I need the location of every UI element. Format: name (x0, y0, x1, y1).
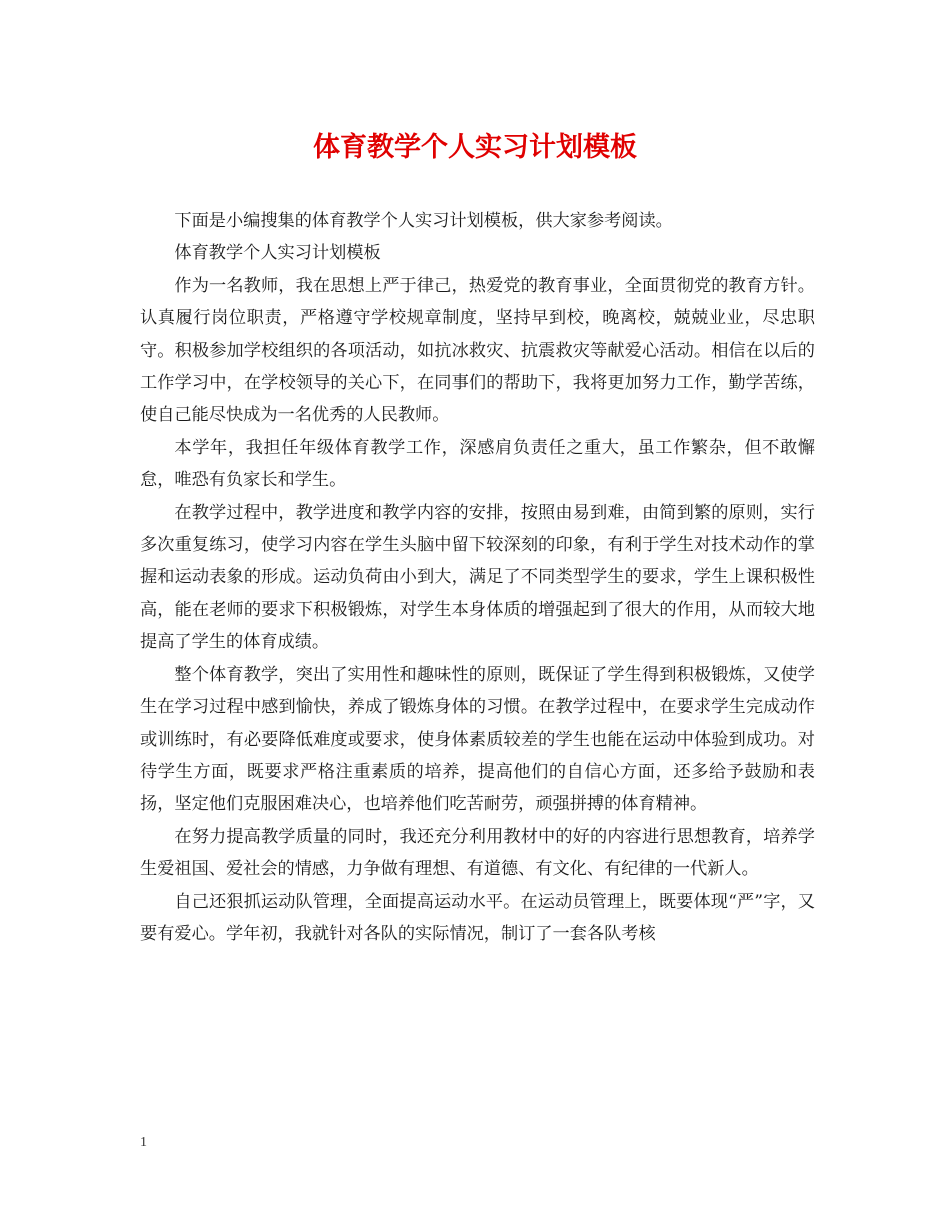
paragraph-moral-education: 在努力提高教学质量的同时，我还充分利用教材中的好的内容进行思想教育，培养学生爱祖国、爱社会的情感，力争做有理想、有道德、有文化、有纪律的一代新人。 (140, 826, 815, 880)
page-number: 1 (140, 1135, 147, 1150)
document-title: 体育教学个人实习计划模板 (313, 132, 637, 163)
paragraph-intro: 下面是小编搜集的体育教学个人实习计划模板，供大家参考阅读。 (174, 211, 673, 231)
paragraph-subtitle: 体育教学个人实习计划模板 (174, 243, 381, 264)
paragraph-teaching-process: 在教学过程中，教学进度和教学内容的安排，按照由易到难，由简到繁的原则，实行多次重复练习，使学习内容在学生头脑中留下较深刻的印象，有利于学生对技术动作的掌握和运动表象的形成。运动负荷由小到大，满足了不同类型学生的要求，学生上课积极性高，能在老师的要求下积极锻炼，对学生本身体质的增强起到了很大的作用，从而较大地提高了学生的体育成绩。 (140, 502, 815, 653)
paragraph-teacher-attitude: 作为一名教师，我在思想上严于律己，热爱党的教育事业，全面贯彻党的教育方针。认真履行岗位职责，严格遵守学校规章制度，坚持早到校，晚离校，兢兢业业，尽忠职守。积极参加学校组织的各项活动，如抗冰救灾、抗震救灾等献爱心活动。相信在以后的工作学习中，在学校领导的关心下，在同事们的帮助下，我将更加努力工作，勤学苦练，使自己能尽快成为一名优秀的人民教师。 (140, 275, 815, 426)
paragraph-pe-teaching: 整个体育教学，突出了实用性和趣味性的原则，既保证了学生得到积极锻炼，又使学生在学习过程中感到愉快，养成了锻炼身体的习惯。在教学过程中，在要求学生完成动作或训练时，有必要降低难度或要求，使身体素质较差的学生也能在运动中体验到成功。对待学生方面，既要求严格注重素质的培养，提高他们的自信心方面，还多给予鼓励和表扬，坚定他们克服困难决心，也培养他们吃苦耐劳，顽强拼搏的体育精神。 (140, 664, 815, 815)
paragraph-school-year: 本学年，我担任年级体育教学工作，深感肩负责任之重大，虽工作繁杂，但不敢懈怠，唯恐有负家长和学生。 (140, 437, 815, 491)
document-body (140, 205, 815, 950)
paragraph-team-management: 自己还狠抓运动队管理，全面提高运动水平。在运动员管理上，既要体现“严”字，又要有爱心。学年初，我就针对各队的实际情况，制订了一套各队考核 (140, 891, 815, 944)
